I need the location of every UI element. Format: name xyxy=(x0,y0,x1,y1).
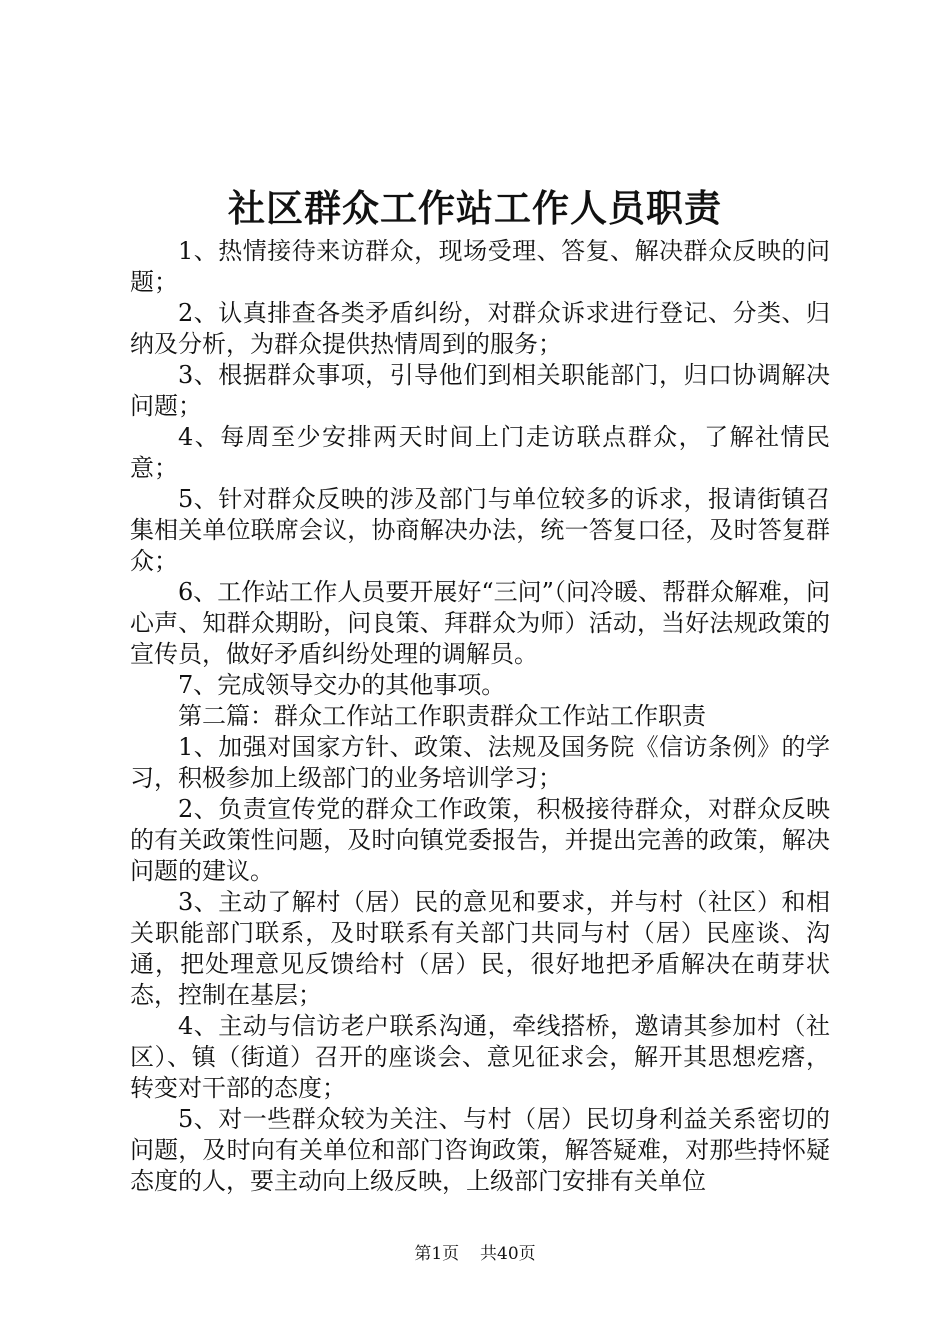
paragraph: 4、主动与信访老户联系沟通，牵线搭桥，邀请其参加村（社区）、镇（街道）召开的座谈会、意见征求会，解开其思想疙瘩，转变对干部的态度； xyxy=(130,1012,830,1102)
document-title: 社区群众工作站工作人员职责 xyxy=(228,186,722,230)
document-body xyxy=(130,236,830,1197)
paragraph: 2、认真排查各类矛盾纠纷，对群众诉求进行登记、分类、归纳及分析，为群众提供热情周到的服务； xyxy=(130,299,830,358)
paragraph: 7、完成领导交办的其他事项。 xyxy=(178,671,506,699)
section-heading: 第二篇：群众工作站工作职责群众工作站工作职责 xyxy=(178,702,706,730)
paragraph: 5、针对群众反映的涉及部门与单位较多的诉求，报请街镇召集相关单位联席会议，协商解决办法，统一答复口径，及时答复群众； xyxy=(130,485,830,575)
page-number: 第1页 xyxy=(414,1244,460,1264)
paragraph: 2、负责宣传党的群众工作政策，积极接待群众，对群众反映的有关政策性问题，及时向镇党委报告，并提出完善的政策，解决问题的建议。 xyxy=(130,795,830,885)
paragraph: 3、主动了解村（居）民的意见和要求，并与村（社区）和相关职能部门联系，及时联系有关部门共同与村（居）民座谈、沟通，把处理意见反馈给村（居）民，很好地把矛盾解决在萌芽状态，控制在基层； xyxy=(130,888,830,1009)
paragraph: 1、热情接待来访群众，现场受理、答复、解决群众反映的问题； xyxy=(130,237,830,296)
paragraph: 5、对一些群众较为关注、与村（居）民切身利益关系密切的问题，及时向有关单位和部门咨询政策，解答疑难，对那些持怀疑态度的人，要主动向上级反映，上级部门安排有关单位 xyxy=(130,1105,830,1195)
paragraph: 6、工作站工作人员要开展好“三问”（问冷暖、帮群众解难，问心声、知群众期盼，问良策、拜群众为师）活动，当好法规政策的宣传员，做好矛盾纠纷处理的调解员。 xyxy=(130,578,830,668)
page-total: 共40页 xyxy=(480,1244,536,1264)
paragraph: 1、加强对国家方针、政策、法规及国务院《信访条例》的学习，积极参加上级部门的业务培训学习； xyxy=(130,733,830,792)
page-footer xyxy=(0,1242,950,1266)
paragraph: 3、根据群众事项，引导他们到相关职能部门，归口协调解决问题； xyxy=(130,361,830,420)
paragraph: 4、每周至少安排两天时间上门走访联点群众，了解社情民意； xyxy=(130,423,830,482)
